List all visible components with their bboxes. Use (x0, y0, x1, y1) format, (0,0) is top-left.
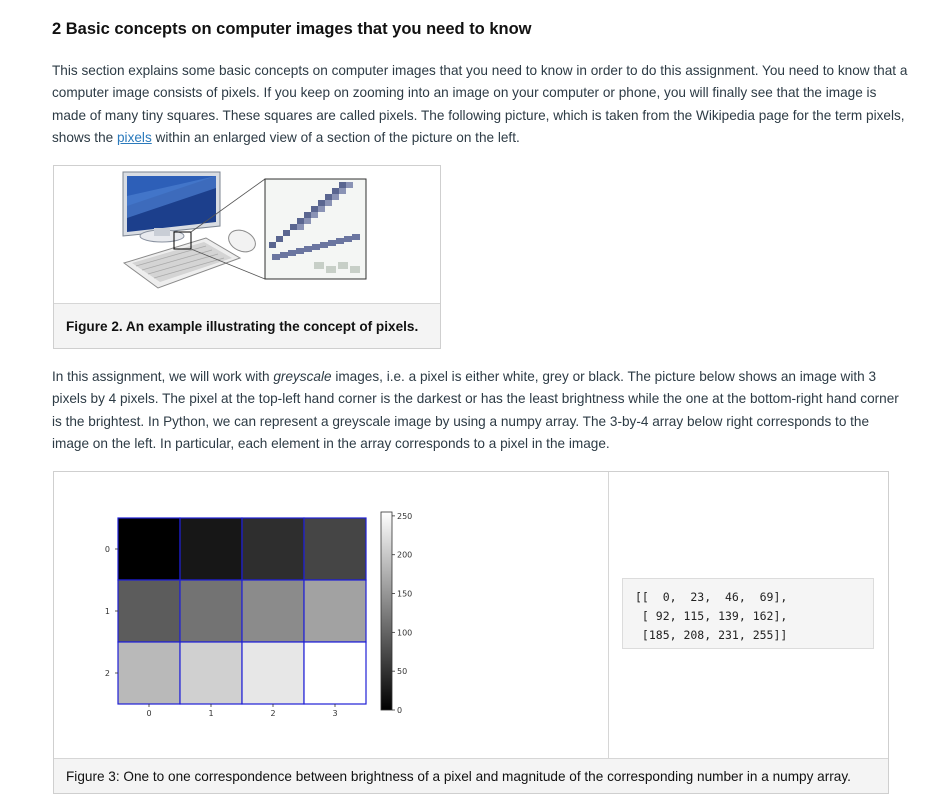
heatmap-cell (118, 580, 180, 642)
heatmap-cell (118, 518, 180, 580)
code-line-1: [[ 0, 23, 46, 69], (635, 590, 788, 604)
greyscale-text-start: In this assignment, we will work with (52, 369, 274, 384)
section-heading: 2 Basic concepts on computer images that you need to know (52, 20, 532, 38)
heatmap-cell (304, 580, 366, 642)
heatmap-cell (304, 642, 366, 704)
y-tick-label: 1 (104, 607, 110, 616)
figure-2 (53, 165, 441, 349)
code-line-2: [ 92, 115, 139, 162], (635, 609, 788, 623)
pixels-link[interactable]: pixels (116, 129, 152, 145)
greyscale-text-end: images, i.e. a pixel is either white, grey or black. The picture below shows an image with 3 pixels by 4 pixels. The pixel at the top-left hand corner is the darkest or has the least brightness while the one at the bottom-right hand corner is the brightest. In Python, we can represent a greyscale image by using a numpy array. The 3-by-4 array below right corresponds to the image on the left. In particular, each element in the array corresponds to a pixel in the image. (52, 369, 899, 451)
greyscale-heatmap (94, 502, 474, 742)
x-tick-label: 3 (332, 709, 338, 718)
figure-2-caption: Figure 2. An example illustrating the concept of pixels. (54, 303, 440, 348)
intro-text-start: This section explains some basic concepts on computer images that you need to know in order to do this assignment. You need to know that a computer image consists of pixels. If you keep on zooming into an image on your computer or phone, you will finally see that the image is made of many tiny squares. These squares are called pixels. The following picture, which is taken from the Wikipedia page for the term pixels, shows the (52, 63, 908, 145)
code-line-3: [185, 208, 231, 255]] (635, 628, 788, 642)
intro-text-end: within an enlarged view of a section of the picture on the left. (151, 129, 520, 145)
colorbar-tick-label: 100 (397, 628, 413, 638)
heatmap-cell (180, 518, 242, 580)
figure-3-divider (608, 472, 609, 758)
x-tick-label: 0 (146, 709, 152, 718)
heatmap-cell (118, 642, 180, 704)
heatmap-cell (242, 518, 304, 580)
colorbar-tick-label: 200 (397, 550, 413, 560)
heatmap-cell (180, 642, 242, 704)
heatmap-cell (242, 642, 304, 704)
pixel-concept-illustration (54, 166, 440, 302)
mouse-icon (225, 226, 259, 256)
numpy-array-code (622, 578, 874, 649)
intro-paragraph (52, 60, 908, 149)
greyscale-paragraph (52, 366, 908, 455)
colorbar (381, 512, 392, 710)
x-tick-label: 2 (270, 709, 276, 718)
figure-3-caption: Figure 3: One to one correspondence between brightness of a pixel and magnitude of the corresponding number in a numpy array. (54, 758, 888, 793)
zoomed-pixels-panel (265, 179, 366, 279)
heatmap-cell (242, 580, 304, 642)
monitor-icon (123, 172, 220, 242)
y-tick-label: 2 (104, 669, 110, 678)
heatmap-cell (180, 580, 242, 642)
colorbar-tick-label: 50 (397, 667, 408, 677)
colorbar-tick-label: 150 (397, 589, 413, 599)
x-tick-label: 1 (208, 709, 214, 718)
y-tick-label: 0 (104, 545, 110, 554)
colorbar-tick-label: 0 (397, 706, 403, 715)
greyscale-emphasis: greyscale (273, 369, 332, 384)
colorbar-tick-label: 250 (397, 511, 413, 521)
figure-3 (53, 471, 889, 794)
heatmap-cell (304, 518, 366, 580)
keyboard-icon (124, 238, 240, 288)
